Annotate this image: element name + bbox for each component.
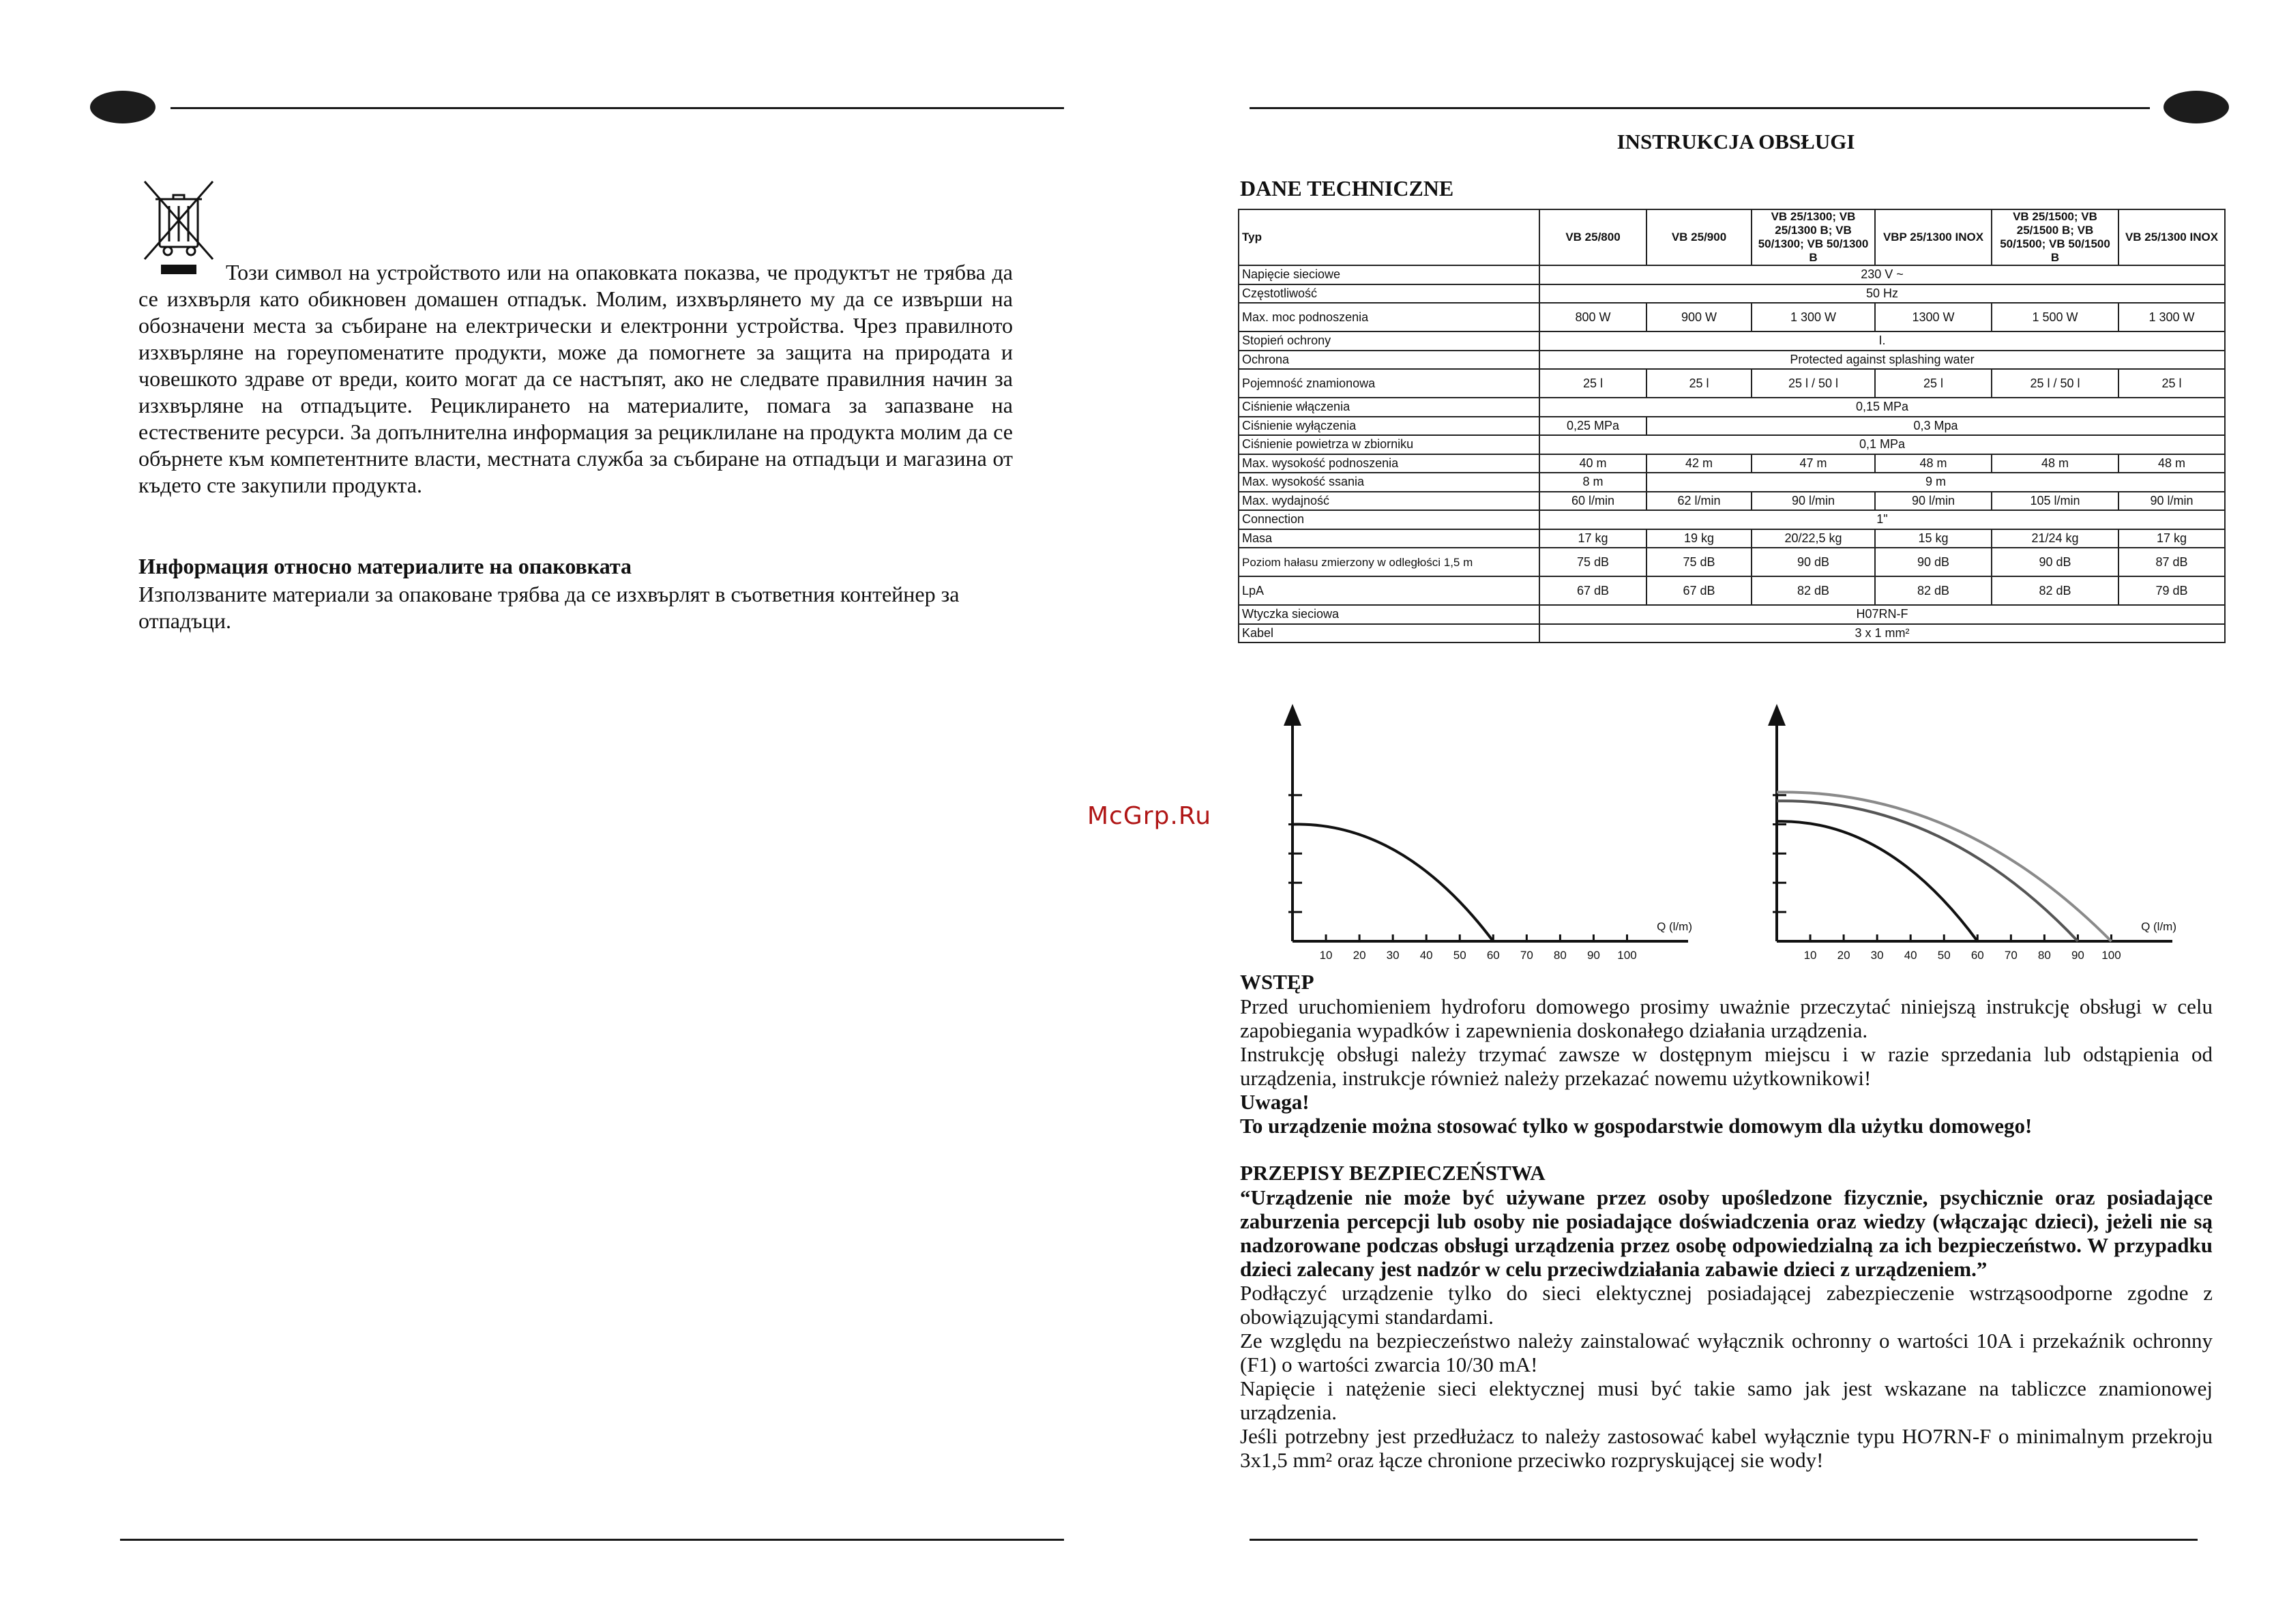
row-label: Stopień ochrony (1239, 331, 1539, 351)
cell-value: 1300 W (1875, 303, 1992, 331)
x-axis-label: Q (l/m) (2141, 920, 2176, 933)
x-tick-label: 60 (1486, 949, 1500, 962)
table-row (1239, 529, 2225, 548)
table-row (1239, 548, 2225, 576)
cell-value: 82 dB (1992, 576, 2118, 605)
model-header: VBP 25/1300 INOX (1875, 209, 1992, 265)
cell-value: 800 W (1539, 303, 1646, 331)
cell-value: 0,3 Mpa (1646, 417, 2225, 436)
manual-title: INSTRUKCJA OBSŁUGI (1616, 130, 1855, 153)
row-label: Ciśnienie powietrza w zbiorniku (1239, 435, 1539, 454)
right-header-rule (1250, 107, 2150, 109)
pump-curve-chart-2 (1739, 696, 2203, 969)
x-tick-label: 40 (1419, 949, 1433, 962)
row-label: Poziom hałasu zmierzony w odległości 1,5 m (1239, 548, 1539, 576)
row-label: Częstotliwość (1239, 284, 1539, 304)
x-tick-label: 30 (1386, 949, 1400, 962)
cell-value: 75 dB (1646, 548, 1752, 576)
x-tick-label: 40 (1904, 949, 1917, 962)
cell-value: 0,1 MPa (1539, 435, 2225, 454)
row-label: Max. wydajność (1239, 492, 1539, 511)
cell-value: 90 l/min (1752, 492, 1875, 511)
row-label: Max. wysokość ssania (1239, 473, 1539, 492)
table-row (1239, 331, 2225, 351)
model-header: VB 25/800 (1539, 209, 1646, 265)
table-row (1239, 369, 2225, 398)
row-label: Connection (1239, 510, 1539, 529)
table-row (1239, 473, 2225, 492)
cell-value: 900 W (1646, 303, 1752, 331)
model-header: VB 25/900 (1646, 209, 1752, 265)
intro-paragraph-1: Przed uruchomieniem hydroforu domowego prosimy uważnie przeczytać niniejszą instrukcję obsługi w celu zapobiegania wypadków i zapewnienia doskonałego działania urządzenia. (1240, 994, 2213, 1042)
cell-value: 25 l (1646, 369, 1752, 398)
cell-value: H07RN-F (1539, 605, 2225, 624)
cell-value: 75 dB (1539, 548, 1646, 576)
x-tick-label: 100 (2101, 949, 2121, 962)
table-row (1239, 209, 2225, 265)
table-row (1239, 492, 2225, 511)
safety-paragraph-2: Ze względu na bezpieczeństwo należy zainstalować wyłącznik ochronny o wartości 10A i przekaźnik ochronny (F1) o wartości zwarcia 10/30 mA! (1240, 1329, 2213, 1376)
row-label: Max. wysokość podnoszenia (1239, 454, 1539, 473)
cell-value: 90 l/min (1875, 492, 1992, 511)
tech-data-table (1238, 209, 2226, 643)
recycling-paragraph (138, 259, 1013, 499)
x-tick-label: 60 (1970, 949, 1984, 962)
cell-value: 105 l/min (1992, 492, 2118, 511)
model-header: VB 25/1300 INOX (2118, 209, 2225, 265)
cell-value: 90 dB (1752, 548, 1875, 576)
cell-value: 25 l (2118, 369, 2225, 398)
cell-value: 87 dB (2118, 548, 2225, 576)
cell-value: 40 m (1539, 454, 1646, 473)
curve-pump (1293, 824, 1493, 941)
right-footer-rule (1250, 1539, 2198, 1541)
cell-value: 15 kg (1875, 529, 1992, 548)
intro-paragraph-2: Instrukcję obsługi należy trzymać zawsze w dostępnym miejscu i w razie sprzedania lub odstąpienia od urządzenia, instrukcje również należy przekazać nowemu użytkownikowi! (1240, 1042, 2213, 1090)
left-footer-rule (120, 1539, 1064, 1541)
x-tick-label: 20 (1837, 949, 1850, 962)
left-page-marker (90, 91, 156, 123)
cell-value: 48 m (1875, 454, 1992, 473)
cell-value: 1 500 W (1992, 303, 2118, 331)
table-row (1239, 435, 2225, 454)
x-tick-label: 90 (2071, 949, 2084, 962)
row-label: Masa (1239, 529, 1539, 548)
row-label: Ochrona (1239, 351, 1539, 370)
watermark: McGrp.Ru (1087, 802, 1212, 830)
header-type-label: Typ (1239, 209, 1539, 265)
safety-paragraph-1: Podłączyć urządzenie tylko do sieci elektycznej posiadającej zabezpieczenie wstrząsoodporne zgodne z obowiązującymi standardami. (1240, 1281, 2213, 1329)
x-tick-label: 70 (1520, 949, 1533, 962)
safety-paragraph-4: Jeśli potrzebny jest przedłużacz to należy zastosować kabel wyłącznie typu HO7RN-F o minimalnym przekroju 3x1,5 mm² oraz łącze chronione przeciwko rozpryskującej sie wody! (1240, 1424, 2213, 1472)
cell-value: 25 l / 50 l (1992, 369, 2118, 398)
cell-value: 25 l (1875, 369, 1992, 398)
x-tick-label: 10 (1319, 949, 1333, 962)
cell-value: 47 m (1752, 454, 1875, 473)
pump-curve-chart-1 (1255, 696, 1719, 969)
row-label: Kabel (1239, 624, 1539, 643)
cell-value: 8 m (1539, 473, 1646, 492)
packaging-heading: Информация относно материалите на опаковката (138, 554, 632, 578)
x-tick-label: 10 (1803, 949, 1817, 962)
right-page-marker (2164, 91, 2229, 123)
row-label: Wtyczka sieciowa (1239, 605, 1539, 624)
safety-paragraph-3: Napięcie i natężenie sieci elektycznej musi być takie samo jak jest wskazane na tabliczce znamionowej urządzenia. (1240, 1376, 2213, 1424)
intro-heading: WSTĘP (1240, 970, 1314, 994)
row-label: Max. moc podnoszenia (1239, 303, 1539, 331)
cell-value: 42 m (1646, 454, 1752, 473)
row-label: Napięcie sieciowe (1239, 265, 1539, 284)
x-tick-label: 30 (1870, 949, 1884, 962)
table-row (1239, 624, 2225, 643)
y-axis-arrow (1768, 704, 1786, 726)
table-row (1239, 605, 2225, 624)
cell-value: 9 m (1646, 473, 2225, 492)
cell-value: 82 dB (1752, 576, 1875, 605)
model-header: VB 25/1500; VB 25/1500 B; VB 50/1500; VB 50/1500 B (1992, 209, 2118, 265)
cell-value: 25 l / 50 l (1752, 369, 1875, 398)
cell-value: 1" (1539, 510, 2225, 529)
cell-value: 60 l/min (1539, 492, 1646, 511)
table-row (1239, 265, 2225, 284)
x-tick-label: 70 (2004, 949, 2018, 962)
curve-curve-90 (1777, 801, 2078, 941)
x-tick-label: 90 (1586, 949, 1600, 962)
cell-value: 50 Hz (1539, 284, 2225, 304)
left-header-rule (171, 107, 1064, 109)
cell-value: 79 dB (2118, 576, 2225, 605)
cell-value: 0,25 MPa (1539, 417, 1646, 436)
cell-value: 17 kg (2118, 529, 2225, 548)
x-tick-label: 80 (2037, 949, 2051, 962)
table-row (1239, 454, 2225, 473)
warning-label: Uwaga! (1240, 1090, 1310, 1114)
cell-value: 20/22,5 kg (1752, 529, 1875, 548)
cell-value: 19 kg (1646, 529, 1752, 548)
warning-text: To urządzenie można stosować tylko w gospodarstwie domowym dla użytku domowego! (1240, 1114, 2033, 1138)
row-label: LpA (1239, 576, 1539, 605)
cell-value: 90 dB (1875, 548, 1992, 576)
table-row (1239, 576, 2225, 605)
table-row (1239, 398, 2225, 417)
cell-value: 1 300 W (2118, 303, 2225, 331)
cell-value: 82 dB (1875, 576, 1992, 605)
table-row (1239, 510, 2225, 529)
cell-value: 0,15 MPa (1539, 398, 2225, 417)
row-label: Pojemność znamionowa (1239, 369, 1539, 398)
curve-curve-100 (1777, 792, 2111, 941)
row-label: Ciśnienie włączenia (1239, 398, 1539, 417)
x-tick-label: 80 (1553, 949, 1567, 962)
cell-value: 3 x 1 mm² (1539, 624, 2225, 643)
cell-value: 67 dB (1539, 576, 1646, 605)
x-axis-label: Q (l/m) (1657, 920, 1692, 933)
row-label: Ciśnienie wyłączenia (1239, 417, 1539, 436)
cell-value: 25 l (1539, 369, 1646, 398)
table-row (1239, 417, 2225, 436)
recycling-text: Този символ на устройството или на опаковката показва, че продуктът не трябва да се изхвърля като обикновен домашен отпадък. Молим, изхвърлянето му да се извърши на обозначени места за събиране на електрически и електронни устройства. Чрез правилното изхвърляне на гореупоменатите продукти, може да помогнете за защита на природата и човешкото здраве от вреди, които могат да се настъпят, ако не следвате правилния начин за изхвърляне на отпадъците. Рециклирането на материалите, помага за запазване на естествените ресурси. За допълнителна информация за рециклилане на продукта молим да се обърнете към компетентните власти, местната служба за събиране на отпадъци и магазина от където сте закупили продукта. (138, 260, 1013, 497)
packaging-text: Използваните материали за опаковане трябва да се изхвърлят в съответния контейнер за отпадъци. (138, 582, 960, 633)
y-axis-arrow (1284, 704, 1301, 726)
cell-value: Protected against splashing water (1539, 351, 2225, 370)
table-row (1239, 284, 2225, 304)
cell-value: 62 l/min (1646, 492, 1752, 511)
cell-value: 17 kg (1539, 529, 1646, 548)
cell-value: 230 V ~ (1539, 265, 2225, 284)
x-tick-label: 20 (1353, 949, 1366, 962)
safety-heading: PRZEPISY BEZPIECZEŃSTWA (1240, 1161, 1546, 1185)
cell-value: 67 dB (1646, 576, 1752, 605)
table-row (1239, 303, 2225, 331)
cell-value: I. (1539, 331, 2225, 351)
cell-value: 90 l/min (2118, 492, 2225, 511)
safety-quote: “Urządzenie nie może być używane przez osoby upośledzone fizycznie, psychicznie oraz posiadające zaburzenia percepcji lub osoby nie posiadające doświadczenia oraz wiedzy (włączając dzieci), jeżeli nie są nadzorowane podczas obsługi urządzenia przez osobę odpowiedzialną za ich bezpieczeństwo. W przypadku dzieci zalecany jest nadzór w celu przeciwdziałania zabawie dzieci z urządzeniem.” (1240, 1185, 2213, 1281)
cell-value: 90 dB (1992, 548, 2118, 576)
model-header: VB 25/1300; VB 25/1300 B; VB 50/1300; VB 50/1300 B (1752, 209, 1875, 265)
x-tick-label: 50 (1937, 949, 1951, 962)
cell-value: 48 m (2118, 454, 2225, 473)
table-row (1239, 351, 2225, 370)
tech-data-heading: DANE TECHNICZNE (1240, 176, 1454, 201)
cell-value: 48 m (1992, 454, 2118, 473)
x-tick-label: 100 (1617, 949, 1637, 962)
x-tick-label: 50 (1453, 949, 1466, 962)
cell-value: 1 300 W (1752, 303, 1875, 331)
cell-value: 21/24 kg (1992, 529, 2118, 548)
